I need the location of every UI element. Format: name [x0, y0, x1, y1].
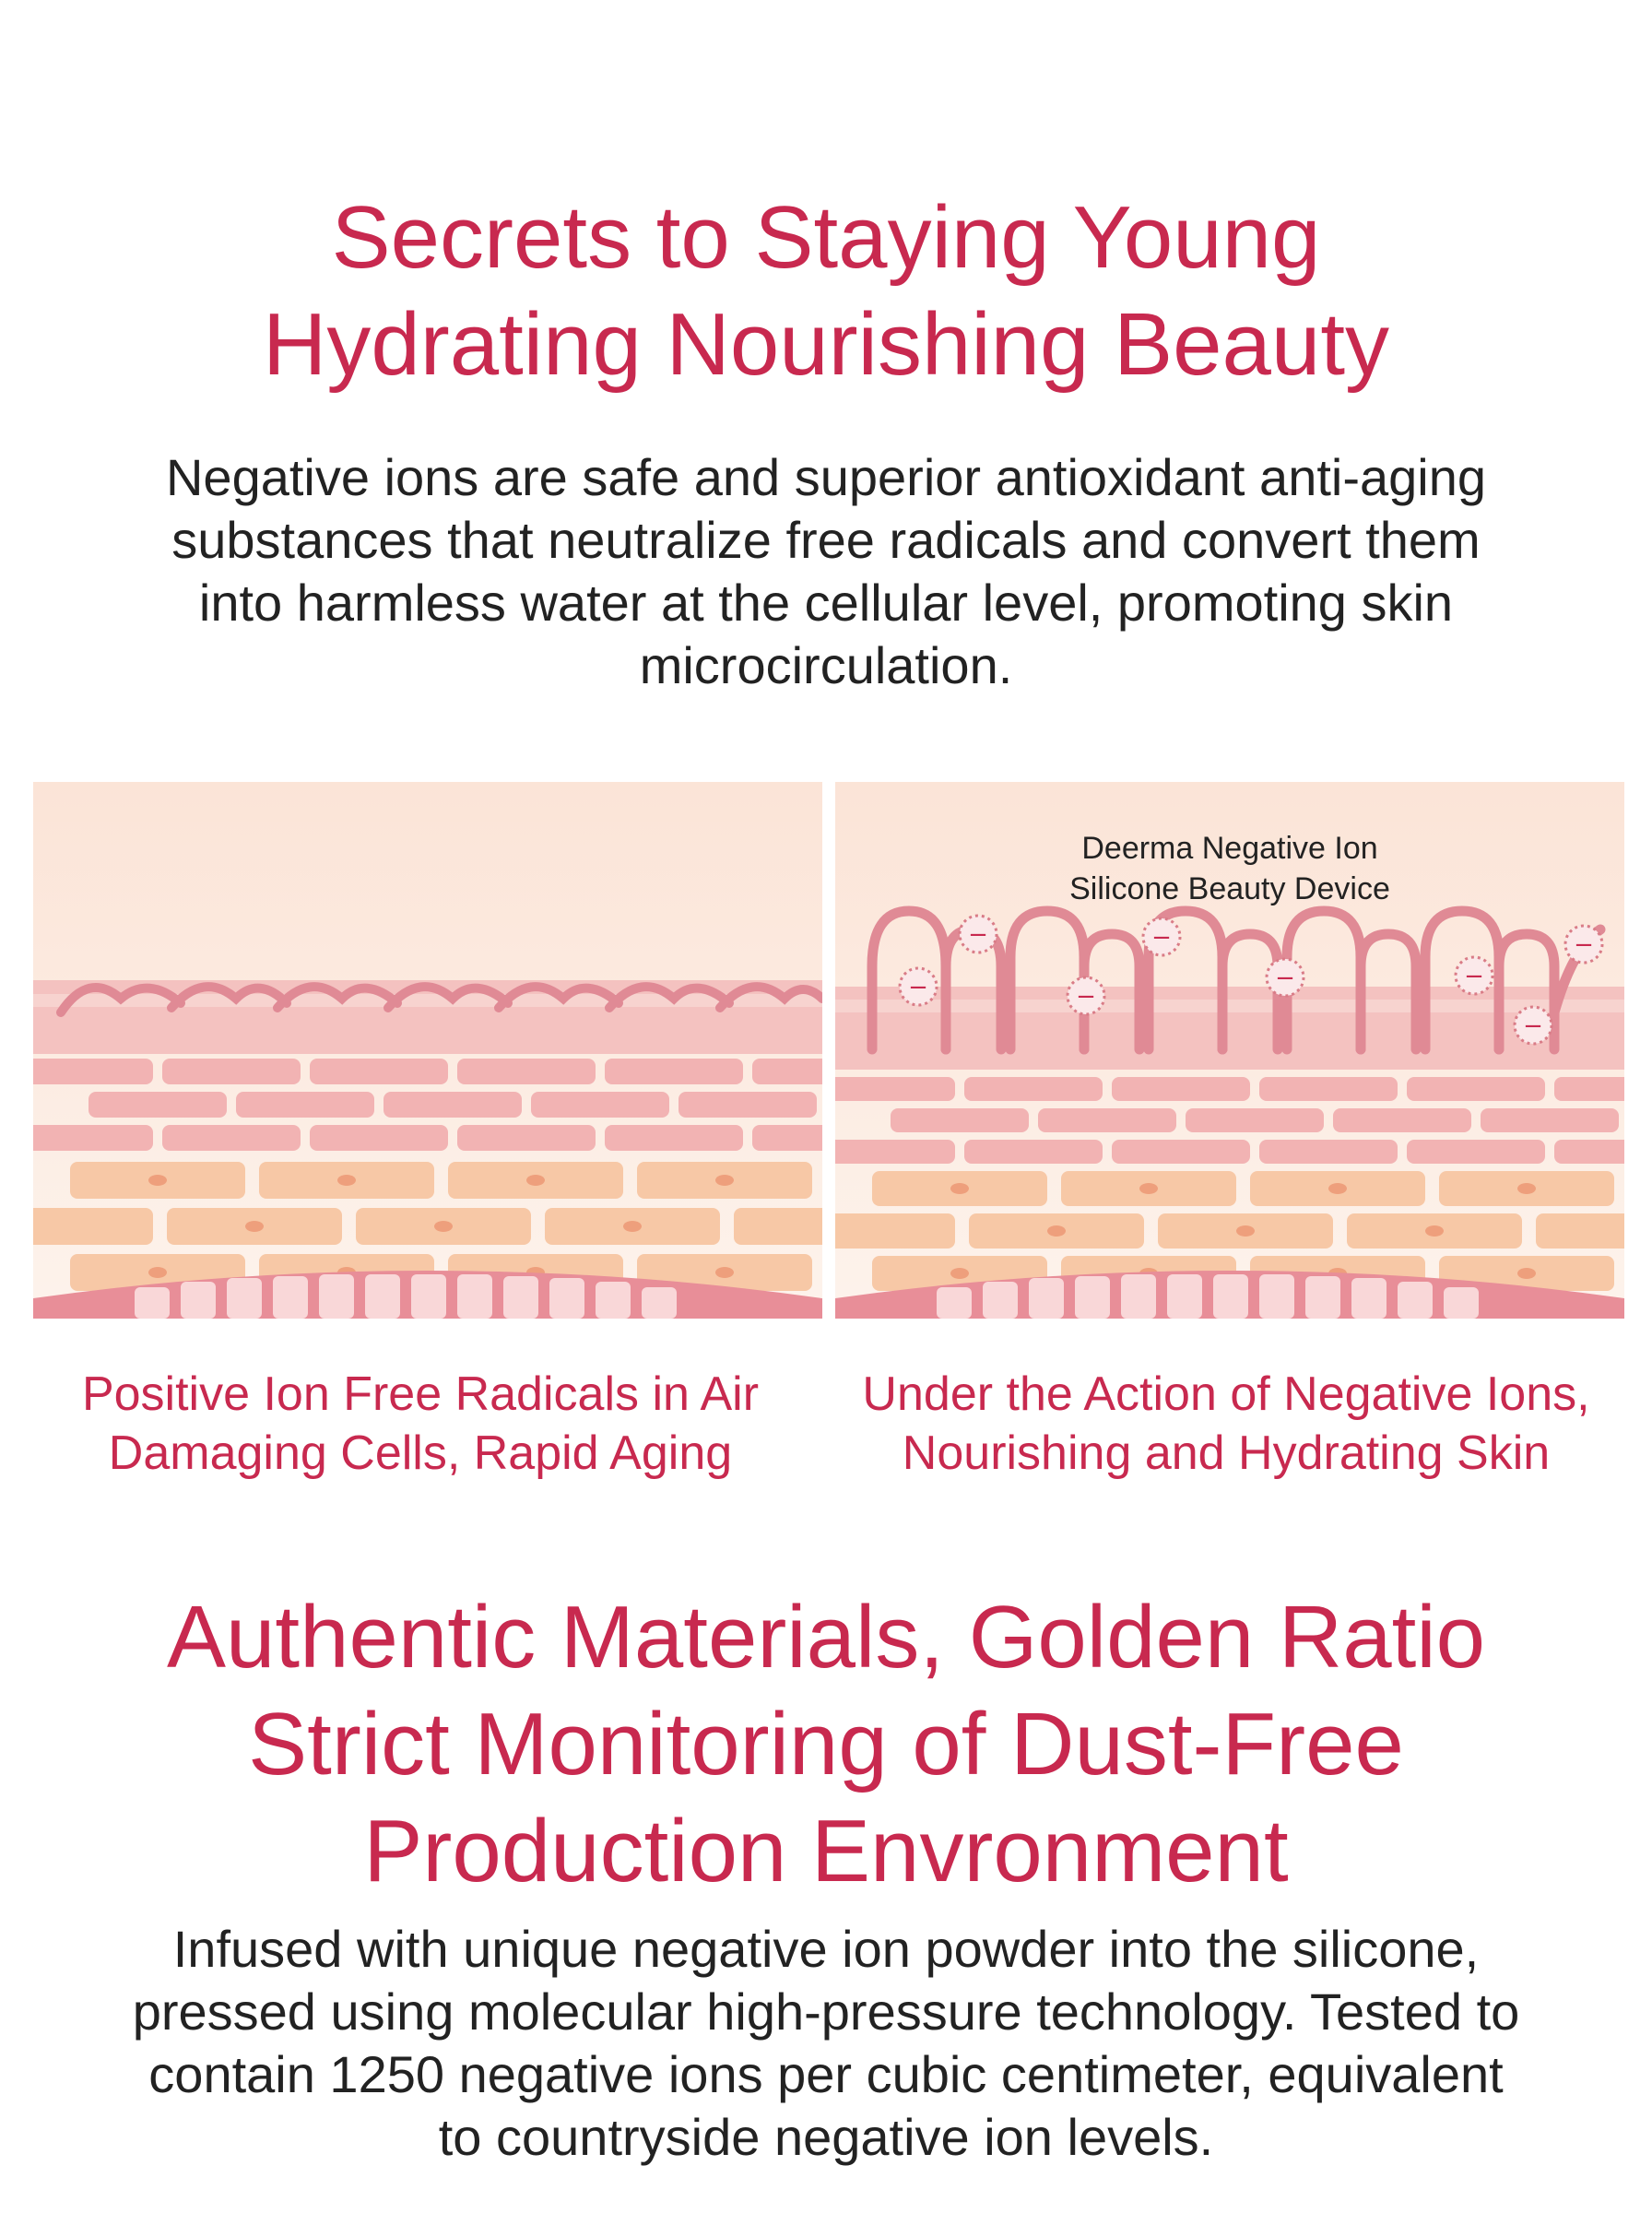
left-panel-caption	[15, 1365, 826, 1483]
damaged-skin-svg	[33, 782, 822, 1319]
section1-description-line-1: Negative ions are safe and superior antioxidant anti-aging	[165, 448, 1487, 506]
right-panel-caption	[820, 1365, 1632, 1483]
section1-description-line-4: microcirculation.	[639, 636, 1013, 694]
section2-heading-line-2: Strict Monitoring of Dust-Free	[248, 1695, 1404, 1793]
section2-description-line-1: Infused with unique negative ion powder into the silicone,	[172, 1920, 1480, 1978]
epidermis-highlight	[33, 994, 822, 1007]
section1-description-line-2: substances that neutralize free radicals and convert them	[171, 511, 1481, 569]
negative-ion-icon	[1143, 918, 1180, 955]
section2-description-line-3: contain 1250 negative ions per cubic centimeter, equivalent	[148, 2045, 1504, 2103]
section2-heading-line-3: Production Envronment	[363, 1802, 1289, 1900]
negative-ion-icon	[1456, 957, 1493, 994]
epidermis-highlight	[835, 1000, 1624, 1012]
epidermis-layer	[835, 987, 1624, 1070]
svg-text:−: −	[1523, 1012, 1543, 1040]
device-label	[835, 828, 1624, 909]
right-caption-line-1: Under the Action of Negative Ions,	[862, 1367, 1590, 1421]
section1-heading-line-2: Hydrating Nourishing Beauty	[263, 295, 1389, 394]
negative-ion-icon	[900, 968, 937, 1005]
section2-description-line-2: pressed using molecular high-pressure technology. Tested to	[132, 1982, 1520, 2041]
negative-ion-icon	[960, 916, 997, 953]
damaged-skin-illustration	[33, 782, 822, 1319]
section1-heading	[0, 184, 1652, 398]
svg-text:−: −	[1574, 931, 1594, 959]
svg-text:−: −	[908, 974, 928, 1001]
section1-description-line-3: into harmless water at the cellular level, promoting skin	[198, 574, 1454, 632]
svg-text:−: −	[1076, 983, 1096, 1011]
pink-cell-rows	[835, 1077, 1624, 1164]
section2-heading-line-1: Authentic Materials, Golden Ratio	[166, 1588, 1486, 1686]
section2-description-line-4: to countryside negative ion levels.	[438, 2108, 1214, 2166]
section2-description	[0, 1918, 1652, 2169]
left-caption-line-1: Positive Ion Free Radicals in Air	[81, 1367, 760, 1421]
section2-heading	[0, 1584, 1652, 1905]
device-label-line-2: Silicone Beauty Device	[1069, 871, 1390, 906]
left-caption-line-2: Damaging Cells, Rapid Aging	[108, 1426, 733, 1480]
svg-text:−: −	[1275, 964, 1295, 992]
negative-ion-icon	[1565, 926, 1602, 963]
nourished-skin-illustration	[835, 782, 1624, 1319]
negative-ion-icon	[1515, 1007, 1552, 1044]
right-caption-line-2: Nourishing and Hydrating Skin	[902, 1426, 1551, 1480]
section1-heading-line-1: Secrets to Staying Young	[331, 188, 1321, 287]
negative-ion-icon	[1267, 959, 1304, 996]
pink-cell-rows	[33, 1059, 822, 1151]
negative-ion-icon	[1068, 977, 1104, 1014]
svg-text:−: −	[968, 921, 988, 949]
svg-text:−: −	[1151, 924, 1172, 952]
device-label-line-1: Deerma Negative Ion	[1081, 831, 1378, 866]
section1-description	[0, 446, 1652, 697]
svg-text:−: −	[1464, 963, 1484, 990]
